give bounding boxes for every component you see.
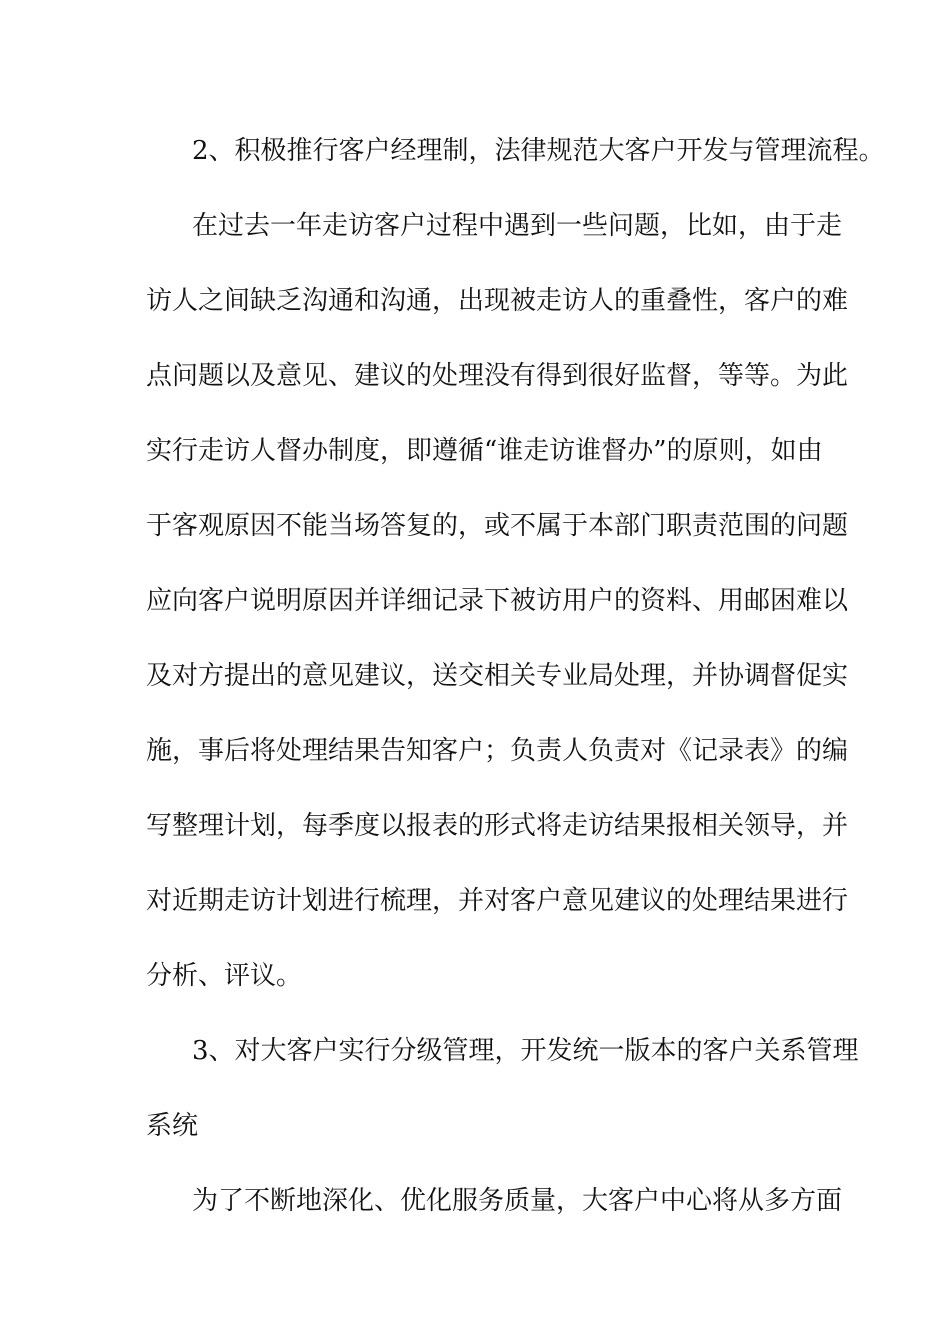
paragraph-line: 为了不断地深化、优化服务质量，大客户中心将从多方面 [192,1186,843,1216]
paragraph-line: 应向客户说明原因并详细记录下被访用户的资料、用邮困难以 [146,586,849,616]
paragraph-line: 对近期走访计划进行梳理，并对客户意见建议的处理结果进行 [146,886,849,916]
paragraph-line: 于客观原因不能当场答复的，或不属于本部门职责范围的问题 [146,511,849,541]
paragraph-line: 在过去一年走访客户过程中遇到一些问题，比如，由于走 [192,211,843,241]
paragraph-line: 访人之间缺乏沟通和沟通，出现被走访人的重叠性，客户的难 [146,286,849,316]
section-3-heading: 3、对大客户实行分级管理，开发统一版本的客户关系管理 [192,1036,859,1066]
paragraph-line: 实行走访人督办制度，即遵循“谁走访谁督办”的原则，如由 [146,436,823,466]
paragraph-line: 写整理计划，每季度以报表的形式将走访结果报相关领导，并 [146,811,849,841]
section-2-heading: 2、积极推行客户经理制，法律规范大客户开发与管理流程。 [192,136,885,166]
paragraph-line: 及对方提出的意见建议，送交相关专业局处理，并协调督促实 [146,661,849,691]
paragraph-line: 施，事后将处理结果告知客户；负责人负责对《记录表》的编 [146,736,849,766]
paragraph-line: 点问题以及意见、建议的处理没有得到很好监督，等等。为此 [146,361,849,391]
section-3-heading-continued: 系统 [146,1111,199,1141]
paragraph-line: 分析、评议。 [146,961,303,991]
